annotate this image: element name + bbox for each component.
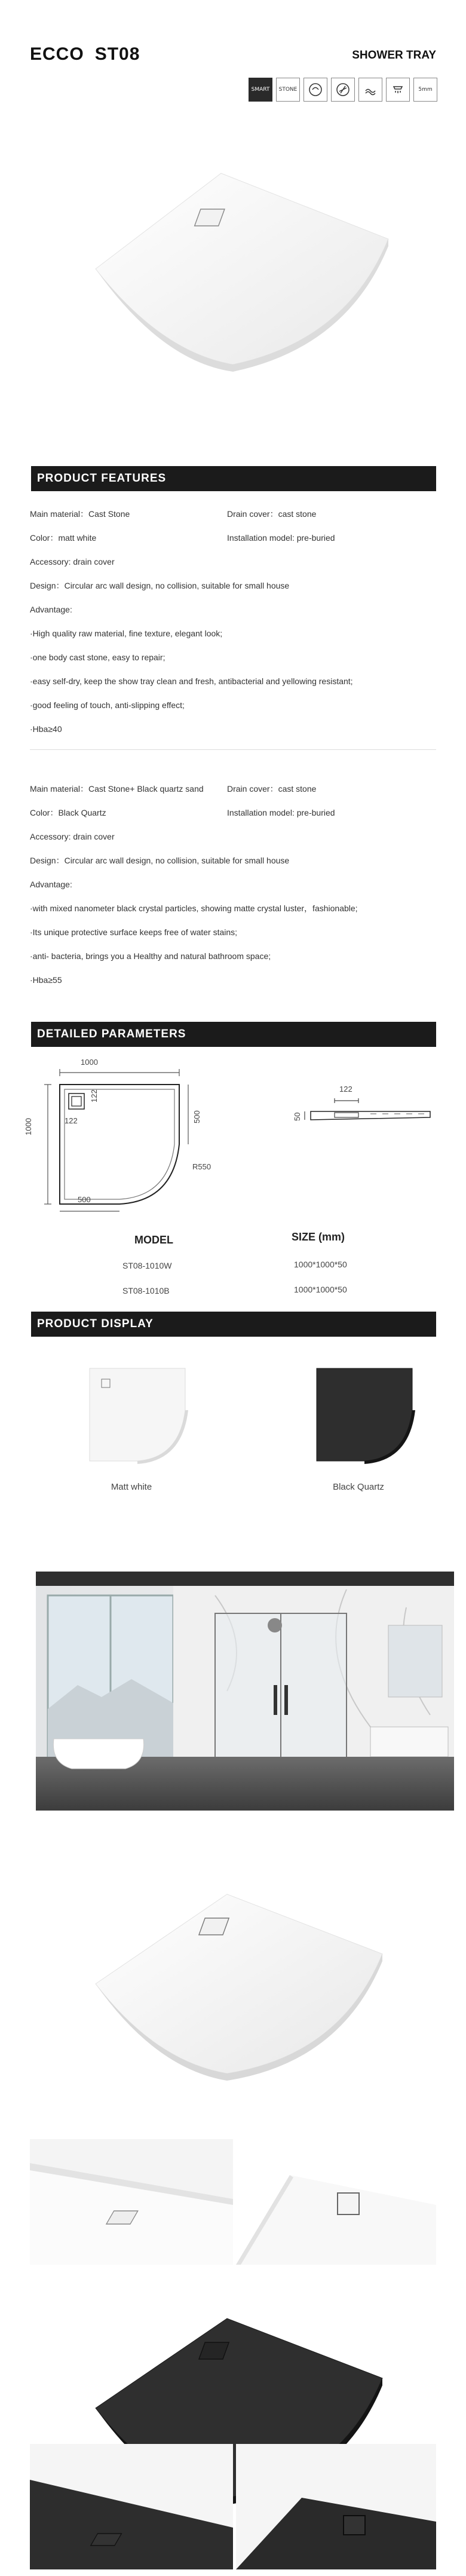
feature-row: [30, 777, 436, 801]
dry-icon: [303, 78, 327, 102]
water-icon: [358, 78, 382, 102]
main-material: Main material：Cast Stone: [30, 509, 130, 519]
table-row-size: 1000*1000*50: [294, 1260, 347, 1269]
anti-slip-icon: [331, 78, 355, 102]
bathroom-scene: [36, 1572, 454, 1811]
hero-white-tray: [90, 161, 400, 388]
feature-badges: [249, 78, 437, 102]
feature-row: [30, 502, 436, 526]
parameters-section-bar: DETAILED PARAMETERS: [30, 1022, 436, 1047]
accessory: Accessory: drain cover: [30, 557, 115, 566]
advantage-label: Advantage:: [30, 605, 72, 614]
brand-name: ECCO: [30, 44, 84, 64]
white-tray-detail-right: [236, 2139, 436, 2265]
installation: Installation model: pre-buried: [227, 533, 335, 543]
installation: Installation model: pre-buried: [227, 808, 335, 817]
white-tray-image: [84, 1362, 191, 1464]
table-row-model: ST08-1010B: [122, 1286, 170, 1295]
advantage-item: ·Hba≥40: [30, 724, 62, 734]
plan-drawing: [30, 1061, 209, 1216]
advantage-item: ·High quality raw material, fine texture, elegant look;: [30, 629, 223, 638]
advantage-label: Advantage:: [30, 880, 72, 889]
white-tray-detail-left: [30, 2139, 233, 2265]
dim-height-left: 1000: [24, 1118, 33, 1135]
column-size: SIZE (mm): [292, 1231, 345, 1243]
color: Color：matt white: [30, 533, 97, 543]
black-tray-image: [311, 1362, 418, 1464]
advantage-item: ·easy self-dry, keep the show tray clean and fresh, antibacterial and yellowing resistant;: [30, 676, 353, 686]
advantage-item: ·one body cast stone, easy to repair;: [30, 653, 165, 662]
dim-width-top: 1000: [81, 1058, 98, 1067]
advantage-item: ·Hba≥55: [30, 975, 62, 985]
black-tray-detail-left: [30, 2444, 233, 2569]
black-tray-detail-right: [236, 2444, 436, 2569]
white-caption: Matt white: [111, 1482, 152, 1492]
advantage-item: ·with mixed nanometer black crystal particles, showing matte crystal luster，fashionable;: [30, 903, 358, 913]
divider: [30, 749, 436, 750]
accessory: Accessory: drain cover: [30, 832, 115, 841]
design: Design：Circular arc wall design, no collision, suitable for small house: [30, 581, 290, 590]
feature-row: [30, 526, 436, 550]
drain-cover: Drain cover：cast stone: [227, 509, 317, 519]
category-label: SHOWER TRAY: [352, 49, 436, 62]
white-tray-closeup: [90, 1882, 388, 2085]
advantage-item: ·Its unique protective surface keeps free of water stains;: [30, 927, 238, 937]
dim-profile-h: 50: [293, 1112, 302, 1121]
shower-icon: [386, 78, 410, 102]
black-caption: Black Quartz: [333, 1482, 384, 1492]
advantage-item: ·anti- bacteria, brings you a Healthy and natural bathroom space;: [30, 951, 271, 961]
dim-bottom: 500: [78, 1195, 91, 1204]
smart-icon: SMART: [249, 78, 272, 102]
table-row-model: ST08-1010W: [122, 1261, 172, 1270]
stone-icon: STONE: [276, 78, 300, 102]
color: Color：Black Quartz: [30, 808, 106, 817]
design: Design：Circular arc wall design, no collision, suitable for small house: [30, 856, 290, 865]
features-section-bar: PRODUCT FEATURES: [30, 466, 436, 491]
features-black: [30, 777, 436, 992]
display-section-bar: PRODUCT DISPLAY: [30, 1312, 436, 1337]
main-material: Main material：Cast Stone+ Black quartz sand: [30, 784, 204, 794]
drain-cover: Drain cover：cast stone: [227, 784, 317, 794]
thickness-icon: 5mm: [413, 78, 437, 102]
dim-profile-w: 122: [339, 1085, 352, 1094]
profile-drawing: [299, 1094, 436, 1141]
column-model: MODEL: [134, 1234, 173, 1246]
features-white: [30, 502, 436, 758]
brand-title: [30, 44, 140, 65]
table-row-size: 1000*1000*50: [294, 1285, 347, 1294]
feature-row: [30, 801, 436, 825]
dim-drain-w: 122: [65, 1116, 78, 1125]
dim-side-right: 500: [192, 1110, 201, 1123]
dim-drain-h: 122: [90, 1089, 99, 1102]
header: [0, 0, 466, 114]
model-name: ST08: [94, 44, 140, 64]
dim-radius: R550: [192, 1162, 211, 1171]
advantage-item: ·good feeling of touch, anti-slipping effect;: [30, 700, 185, 710]
